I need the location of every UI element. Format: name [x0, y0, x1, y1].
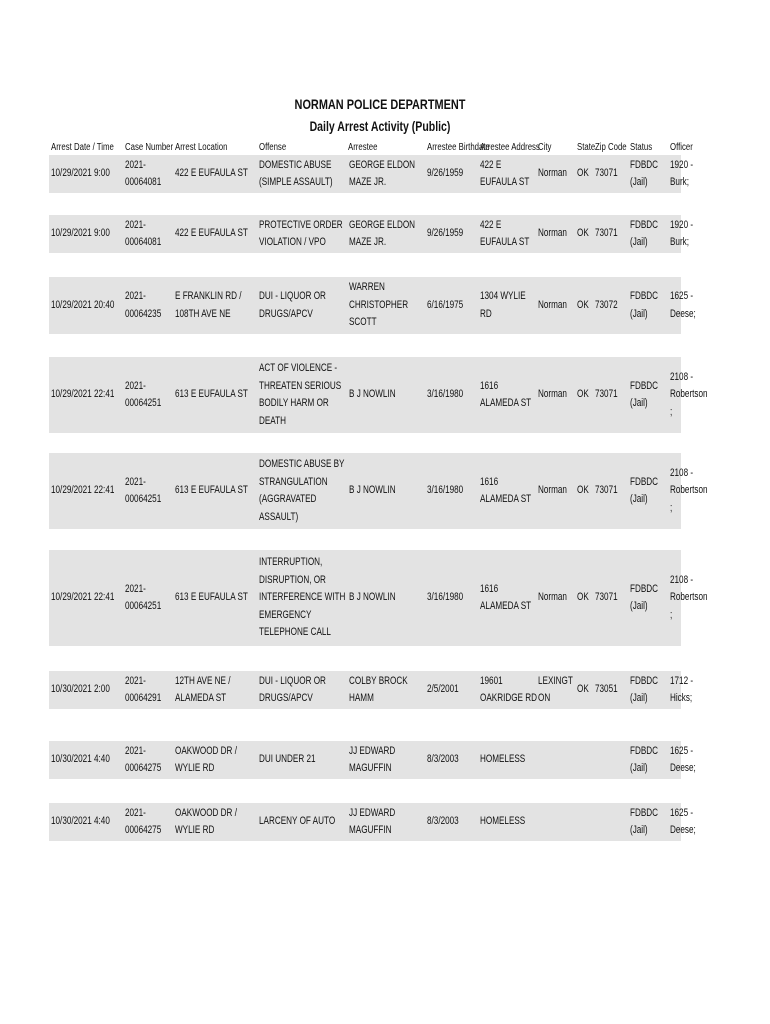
cell-location [175, 215, 257, 253]
cell-state [577, 155, 595, 193]
column-header: Arrest Date / Time [51, 142, 114, 153]
cell-line: (Jail) [630, 493, 648, 505]
cell-case [125, 215, 173, 253]
cell-officer [670, 671, 712, 709]
cell-city [538, 155, 578, 193]
cell-line: FDBDC [630, 218, 659, 231]
cell-state [577, 357, 595, 433]
cell-line: 10/29/2021 22:41 [51, 591, 115, 604]
cell-arrestee [349, 803, 425, 841]
cell-line: 10/30/2021 4:40 [51, 753, 110, 766]
table-row [49, 803, 696, 841]
cell-line: 00064251 [125, 397, 162, 409]
cell-line: B J NOWLIN [349, 388, 396, 401]
cell-line: DOMESTIC ABUSE BY [259, 458, 345, 470]
cell-line: (AGGRAVATED [259, 493, 317, 505]
column-header: City [538, 142, 552, 153]
cell-arrestee [349, 277, 425, 334]
cell-line: STRANGULATION [259, 475, 328, 488]
column-header: Arrestee [348, 142, 378, 153]
cell-case [125, 803, 173, 841]
table-row [49, 155, 694, 193]
cell-offense [259, 550, 347, 646]
cell-status [630, 550, 668, 646]
cell-status [630, 453, 668, 529]
cell-line: 422 E [480, 218, 502, 231]
table-row [49, 357, 708, 433]
cell-line: FDBDC [630, 806, 659, 819]
cell-line: 00064251 [125, 493, 162, 505]
cell-line: OK [577, 167, 589, 180]
cell-line: Norman [538, 388, 567, 401]
column-header: Officer [670, 142, 693, 153]
cell-line: 00064081 [125, 176, 162, 188]
cell-line: MAZE JR. [349, 236, 387, 248]
cell-zip [595, 453, 627, 529]
cell-case [125, 357, 173, 433]
cell-case [125, 550, 173, 646]
cell-line: HOMELESS [480, 753, 526, 766]
cell-line: OK [577, 591, 589, 604]
cell-location [175, 803, 257, 841]
cell-line: 6/16/1975 [427, 298, 464, 311]
cell-address [480, 277, 536, 334]
cell-status [630, 741, 668, 779]
cell-line: Norman [538, 167, 567, 180]
cell-state [577, 803, 595, 841]
cell-line: THREATEN SERIOUS [259, 379, 342, 392]
cell-line: 422 E EUFAULA ST [175, 227, 248, 240]
cell-city [538, 453, 578, 529]
cell-line: (Jail) [630, 762, 648, 774]
cell-line: 10/30/2021 2:00 [51, 683, 110, 696]
cell-officer [670, 803, 712, 841]
cell-line: ; [670, 501, 673, 514]
cell-officer [670, 550, 712, 646]
cell-birthdate [427, 453, 477, 529]
cell-arrestee [349, 215, 425, 253]
cell-line: WARREN [349, 281, 385, 294]
cell-zip [595, 671, 627, 709]
cell-line: 2/5/2001 [427, 683, 459, 696]
cell-case [125, 741, 173, 779]
cell-line: Norman [538, 298, 567, 311]
cell-date [51, 803, 123, 841]
cell-line: 1616 [480, 475, 499, 488]
cell-line: 9/26/1959 [427, 227, 464, 240]
cell-officer [670, 453, 712, 529]
cell-line: 613 E EUFAULA ST [175, 388, 248, 401]
cell-arrestee [349, 741, 425, 779]
cell-location [175, 357, 257, 433]
cell-line: E FRANKLIN RD / [175, 290, 242, 302]
cell-line: ALAMEDA ST [480, 600, 532, 612]
cell-line: RD [480, 307, 492, 320]
cell-line: ; [670, 405, 673, 418]
cell-line: 2108 - [670, 573, 694, 586]
cell-line: 10/29/2021 9:00 [51, 167, 110, 180]
cell-line: 73071 [595, 227, 618, 240]
table-row [49, 215, 694, 253]
cell-line: 9/26/1959 [427, 167, 464, 180]
cell-city [538, 277, 578, 334]
cell-arrestee [349, 671, 425, 709]
cell-line: (SIMPLE ASSAULT) [259, 176, 333, 188]
cell-line: FDBDC [630, 744, 659, 757]
cell-line: FDBDC [630, 475, 659, 488]
cell-line: (Jail) [630, 600, 648, 612]
cell-line: DUI UNDER 21 [259, 753, 316, 766]
cell-zip [595, 155, 627, 193]
cell-line: 2021- [125, 582, 146, 595]
cell-line: FDBDC [630, 582, 659, 595]
cell-line: Hicks; [670, 692, 693, 704]
cell-location [175, 671, 257, 709]
cell-case [125, 671, 173, 709]
cell-date [51, 550, 123, 646]
cell-state [577, 671, 595, 709]
cell-line: 2021- [125, 379, 146, 392]
cell-case [125, 277, 173, 334]
cell-line: 422 E EUFAULA ST [175, 167, 248, 180]
cell-line: COLBY BROCK [349, 674, 408, 687]
cell-arrestee [349, 550, 425, 646]
cell-line: 00064081 [125, 236, 162, 248]
cell-line: 1920 - [670, 158, 694, 171]
cell-line: (Jail) [630, 307, 648, 320]
cell-location [175, 155, 257, 193]
cell-line: 3/16/1980 [427, 484, 464, 497]
cell-line: 2021- [125, 475, 146, 488]
cell-line: PROTECTIVE ORDER [259, 218, 343, 231]
cell-birthdate [427, 357, 477, 433]
column-header: Arrestee Birthdate [427, 142, 490, 153]
cell-line: 2021- [125, 218, 146, 231]
cell-line: 00064251 [125, 600, 162, 612]
cell-line: 00064291 [125, 692, 162, 704]
cell-location [175, 741, 257, 779]
cell-line: 3/16/1980 [427, 591, 464, 604]
cell-line: 1625 - [670, 806, 694, 819]
cell-zip [595, 803, 627, 841]
cell-zip [595, 215, 627, 253]
cell-line: ALAMEDA ST [175, 692, 227, 704]
cell-line: 00064275 [125, 762, 162, 774]
cell-line: 00064235 [125, 307, 162, 320]
column-header: Offense [259, 142, 287, 153]
cell-line: 8/3/2003 [427, 815, 459, 828]
cell-line: TELEPHONE CALL [259, 626, 331, 639]
cell-line: (Jail) [630, 397, 648, 409]
cell-officer [670, 277, 712, 334]
cell-state [577, 550, 595, 646]
cell-status [630, 215, 668, 253]
cell-city [538, 671, 578, 709]
cell-line: 8/3/2003 [427, 753, 459, 766]
cell-line: JJ EDWARD [349, 806, 396, 819]
cell-status [630, 155, 668, 193]
cell-offense [259, 215, 347, 253]
cell-arrestee [349, 453, 425, 529]
cell-address [480, 550, 536, 646]
cell-line: Deese; [670, 762, 696, 774]
cell-line: 422 E [480, 158, 502, 171]
cell-status [630, 357, 668, 433]
cell-line: DEATH [259, 414, 286, 427]
cell-state [577, 215, 595, 253]
cell-line: MAGUFFIN [349, 824, 392, 836]
cell-line: FDBDC [630, 379, 659, 392]
cell-line: 108TH AVE NE [175, 307, 231, 320]
cell-arrestee [349, 357, 425, 433]
cell-line: BODILY HARM OR [259, 397, 329, 409]
cell-date [51, 453, 123, 529]
cell-zip [595, 550, 627, 646]
cell-line: Norman [538, 591, 567, 604]
cell-officer [670, 357, 712, 433]
cell-line: HOMELESS [480, 815, 526, 828]
cell-line: Burk; [670, 176, 690, 188]
cell-offense [259, 741, 347, 779]
cell-location [175, 277, 257, 334]
cell-zip [595, 277, 627, 334]
column-header: Arrestee Address [480, 142, 540, 153]
cell-line: 19601 [480, 674, 503, 687]
cell-state [577, 453, 595, 529]
cell-city [538, 215, 578, 253]
cell-arrestee [349, 155, 425, 193]
cell-zip [595, 741, 627, 779]
cell-line: 00064275 [125, 824, 162, 836]
cell-line: ALAMEDA ST [480, 493, 532, 505]
cell-line: 10/29/2021 20:40 [51, 298, 115, 311]
cell-birthdate [427, 550, 477, 646]
cell-city [538, 357, 578, 433]
cell-address [480, 215, 536, 253]
cell-line: Deese; [670, 307, 696, 320]
cell-line: OK [577, 484, 589, 497]
cell-zip [595, 357, 627, 433]
cell-line: OAKRIDGE RD [480, 692, 537, 704]
column-header: Arrest Location [175, 142, 228, 153]
cell-line: FDBDC [630, 290, 659, 302]
cell-line: 2021- [125, 674, 146, 687]
column-header: Status [630, 142, 653, 153]
cell-line: 10/29/2021 22:41 [51, 388, 115, 401]
cell-status [630, 803, 668, 841]
cell-line: 2108 - [670, 370, 694, 383]
cell-address [480, 453, 536, 529]
cell-line: OK [577, 683, 589, 696]
cell-officer [670, 155, 712, 193]
column-header: State [577, 142, 596, 153]
cell-line: DOMESTIC ABUSE [259, 158, 332, 171]
cell-line: Norman [538, 227, 567, 240]
cell-line: 2021- [125, 806, 146, 819]
cell-line: 73071 [595, 388, 618, 401]
cell-line: DUI - LIQUOR OR [259, 290, 326, 302]
cell-line: Robertson [670, 388, 708, 401]
cell-line: 10/30/2021 4:40 [51, 815, 110, 828]
cell-line: OK [577, 298, 589, 311]
cell-line: Deese; [670, 824, 696, 836]
column-header: Zip Code [595, 142, 627, 153]
cell-line: OK [577, 388, 589, 401]
cell-line: ASSAULT) [259, 510, 299, 523]
cell-offense [259, 155, 347, 193]
cell-line: OK [577, 227, 589, 240]
cell-line: GEORGE ELDON [349, 158, 416, 171]
cell-birthdate [427, 671, 477, 709]
cell-birthdate [427, 215, 477, 253]
cell-line: GEORGE ELDON [349, 218, 416, 231]
cell-date [51, 357, 123, 433]
cell-date [51, 671, 123, 709]
cell-line: MAGUFFIN [349, 762, 392, 774]
cell-address [480, 741, 536, 779]
cell-date [51, 155, 123, 193]
table-row [49, 671, 694, 709]
cell-state [577, 277, 595, 334]
cell-line: 613 E EUFAULA ST [175, 591, 248, 604]
table-row [49, 550, 708, 646]
cell-line: 3/16/1980 [427, 388, 464, 401]
cell-line: 10/29/2021 9:00 [51, 227, 110, 240]
cell-line: DRUGS/APCV [259, 307, 313, 320]
column-header: Case Number [125, 142, 174, 153]
cell-line: VIOLATION / VPO [259, 236, 326, 248]
cell-line: EUFAULA ST [480, 176, 530, 188]
cell-line: ALAMEDA ST [480, 397, 532, 409]
cell-officer [670, 741, 712, 779]
cell-line: Robertson [670, 484, 708, 497]
cell-line: 2021- [125, 744, 146, 757]
cell-line: 73071 [595, 484, 618, 497]
cell-line: EUFAULA ST [480, 236, 530, 248]
cell-line: (Jail) [630, 236, 648, 248]
cell-date [51, 741, 123, 779]
cell-line: B J NOWLIN [349, 484, 396, 497]
cell-line: 2021- [125, 158, 146, 171]
cell-case [125, 453, 173, 529]
cell-status [630, 277, 668, 334]
cell-city [538, 803, 578, 841]
cell-line: ON [538, 692, 551, 704]
cell-line: 12TH AVE NE / [175, 674, 231, 687]
cell-line: 613 E EUFAULA ST [175, 484, 248, 497]
cell-offense [259, 803, 347, 841]
cell-location [175, 550, 257, 646]
cell-line: EMERGENCY [259, 608, 312, 621]
cell-offense [259, 277, 347, 334]
cell-address [480, 155, 536, 193]
cell-line: 73051 [595, 683, 618, 696]
cell-line: Burk; [670, 236, 690, 248]
cell-address [480, 671, 536, 709]
cell-line: 1304 WYLIE [480, 290, 526, 302]
cell-line: Robertson [670, 591, 708, 604]
table-row [49, 453, 708, 529]
cell-officer [670, 215, 712, 253]
cell-line: DISRUPTION, OR [259, 573, 326, 586]
cell-line: 1920 - [670, 218, 694, 231]
cell-date [51, 215, 123, 253]
cell-line: SCOTT [349, 316, 377, 329]
cell-line: (Jail) [630, 176, 648, 188]
cell-line: FDBDC [630, 674, 659, 687]
cell-birthdate [427, 803, 477, 841]
cell-line: ACT OF VIOLENCE - [259, 362, 338, 374]
cell-line: OAKWOOD DR / [175, 806, 237, 819]
cell-line: INTERRUPTION, [259, 556, 323, 569]
cell-offense [259, 453, 347, 529]
cell-line: FDBDC [630, 158, 659, 171]
table-row [49, 277, 696, 334]
cell-line: 73071 [595, 167, 618, 180]
cell-city [538, 741, 578, 779]
cell-case [125, 155, 173, 193]
cell-line: 73071 [595, 591, 618, 604]
cell-offense [259, 671, 347, 709]
cell-line: LEXINGT [538, 674, 573, 687]
cell-location [175, 453, 257, 529]
cell-line: LARCENY OF AUTO [259, 815, 336, 828]
cell-address [480, 357, 536, 433]
cell-state [577, 741, 595, 779]
cell-line: Norman [538, 484, 567, 497]
cell-line: (Jail) [630, 692, 648, 704]
cell-city [538, 550, 578, 646]
report-subtitle: Daily Arrest Activity (Public) [309, 119, 451, 134]
cell-status [630, 671, 668, 709]
cell-line: MAZE JR. [349, 176, 387, 188]
cell-line: 73072 [595, 298, 618, 311]
cell-line: OAKWOOD DR / [175, 744, 237, 757]
cell-line: 2021- [125, 290, 146, 302]
cell-line: HAMM [349, 692, 374, 704]
cell-line: 1616 [480, 582, 499, 595]
cell-line: 10/29/2021 22:41 [51, 484, 115, 497]
cell-line: 2108 - [670, 466, 694, 479]
cell-line: WYLIE RD [175, 824, 215, 836]
cell-line: DUI - LIQUOR OR [259, 674, 326, 687]
cell-line: JJ EDWARD [349, 744, 396, 757]
table-row [49, 741, 696, 779]
cell-line: (Jail) [630, 824, 648, 836]
cell-address [480, 803, 536, 841]
report-title: NORMAN POLICE DEPARTMENT [294, 96, 466, 112]
cell-birthdate [427, 155, 477, 193]
cell-date [51, 277, 123, 334]
cell-offense [259, 357, 347, 433]
cell-line: B J NOWLIN [349, 591, 396, 604]
cell-line: 1616 [480, 379, 499, 392]
cell-line: 1712 - [670, 674, 694, 687]
cell-line: INTERFERENCE WITH [259, 591, 346, 604]
cell-line: WYLIE RD [175, 762, 215, 774]
cell-line: DRUGS/APCV [259, 692, 313, 704]
cell-line: 1625 - [670, 744, 694, 757]
cell-line: ; [670, 608, 673, 621]
cell-line: 1625 - [670, 290, 694, 302]
cell-birthdate [427, 741, 477, 779]
cell-line: CHRISTOPHER [349, 298, 409, 311]
cell-birthdate [427, 277, 477, 334]
